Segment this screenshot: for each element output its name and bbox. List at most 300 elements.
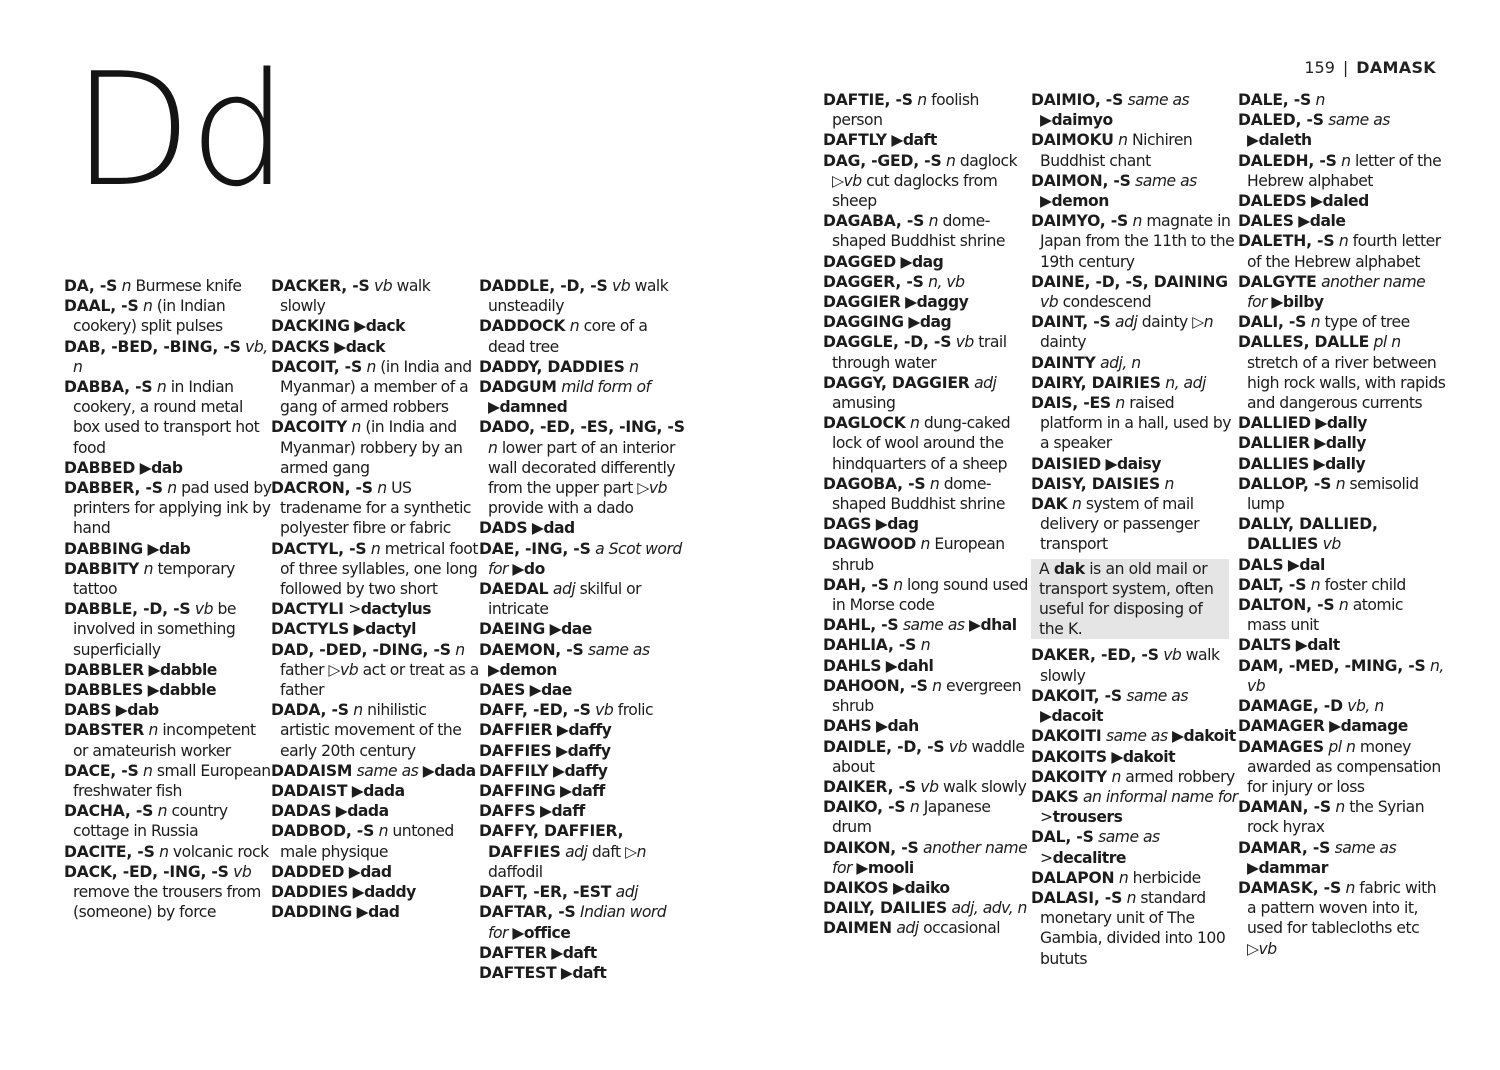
dictionary-entry: [1031, 272, 1239, 312]
headword: DAGOBA, -S: [823, 474, 926, 493]
headword: DAIS, -ES: [1031, 394, 1111, 413]
definition: ▶: [143, 660, 160, 679]
dictionary-entry: [1238, 474, 1446, 514]
dictionary-entry: [1031, 474, 1239, 494]
dictionary-entry: [1031, 494, 1239, 555]
part-of-speech: Indian word for: [488, 903, 667, 942]
headword: DAKER, -ED, -S: [1031, 646, 1159, 665]
headword: DADDLE, -D, -S: [479, 277, 608, 295]
part-of-speech: adj: [565, 842, 588, 861]
part-of-speech: vb: [595, 701, 614, 720]
dictionary-entry: [479, 700, 687, 720]
part-of-speech: vb: [340, 660, 359, 679]
dictionary-entry: [64, 458, 272, 478]
headword: DAFFIER: [479, 721, 553, 740]
headword: DADDING: [271, 903, 353, 922]
headword: DAFFIES: [479, 741, 552, 760]
part-of-speech: n: [917, 91, 927, 109]
definition: (in India and Myanmar) a member of a gang of armed robbers: [280, 357, 472, 417]
dictionary-entry: [1031, 787, 1239, 827]
definition: volcanic rock: [168, 842, 269, 861]
part-of-speech: same as: [1127, 91, 1190, 109]
guide-word: DAMASK: [1356, 58, 1436, 77]
definition: ▶: [1040, 111, 1052, 130]
dictionary-entry: [1031, 393, 1239, 454]
headword: DAFFS: [479, 802, 536, 821]
dictionary-entry: [271, 801, 479, 821]
definition: ▶: [1040, 192, 1052, 211]
definition: fabric with a pattern woven into it, used for tablecloths etc ▷: [1247, 878, 1437, 958]
cross-reference: dhal: [980, 616, 1017, 635]
cross-reference: dally: [1326, 414, 1367, 433]
dictionary-entry: [479, 943, 687, 963]
dictionary-entry: [271, 821, 479, 861]
part-of-speech: n: [143, 761, 153, 780]
dictionary-entry: [64, 700, 272, 720]
dictionary-entry: [823, 878, 1031, 898]
definition: ▶: [903, 313, 920, 332]
dictionary-entry: [1031, 130, 1239, 170]
definition: ▶: [871, 515, 888, 534]
definition: ▶: [135, 458, 152, 477]
definition: cut daglocks from sheep: [832, 171, 998, 211]
dictionary-entry: [1238, 595, 1446, 635]
part-of-speech: n: [932, 676, 942, 695]
dictionary-entry: [1238, 514, 1446, 554]
headword: DADDIES: [271, 883, 349, 902]
part-of-speech: n: [148, 721, 158, 740]
definition: foster child: [1320, 575, 1406, 594]
definition: daft ▷: [587, 842, 637, 861]
cross-reference: daleth: [1258, 131, 1312, 150]
cross-reference: damned: [499, 398, 568, 417]
headword: DAGGER, -S: [823, 272, 924, 291]
headword: DAHS: [823, 717, 872, 736]
headword: DACOIT, -S: [271, 357, 362, 376]
headword: DAHOON, -S: [823, 676, 928, 695]
dictionary-entry: [1031, 747, 1239, 767]
part-of-speech: vb: [611, 277, 631, 295]
part-of-speech: n: [1132, 212, 1142, 231]
headword: DACRON, -S: [271, 479, 373, 498]
headword: DABBING: [64, 539, 144, 558]
definition: untoned male physique: [280, 822, 454, 861]
definition: country cottage in Russia: [73, 802, 228, 841]
headword: DAHL, -S: [823, 616, 899, 635]
definition: ▶: [349, 317, 366, 336]
dictionary-entry: [271, 781, 479, 801]
part-of-speech: n: [1203, 313, 1214, 332]
cross-reference: dab: [127, 701, 159, 720]
cross-reference: dada: [363, 782, 405, 801]
headword: DALES: [1238, 212, 1294, 231]
cross-reference: dag: [911, 252, 944, 271]
entry-column-3: [479, 276, 687, 983]
definition: herbicide: [1128, 868, 1201, 887]
definition: incompetent or amateurish worker: [73, 721, 256, 760]
headword: DALAPON: [1031, 868, 1115, 887]
part-of-speech: n: [928, 212, 939, 231]
part-of-speech: same as: [356, 761, 419, 780]
cross-reference: daffy: [567, 741, 611, 760]
definition: Japanese drum: [832, 798, 991, 837]
definition: ▶: [347, 782, 364, 801]
part-of-speech: n: [629, 357, 639, 376]
headword: DAGGING: [823, 313, 904, 332]
headword: DABSTER: [64, 721, 145, 740]
cross-reference: dad: [368, 903, 400, 922]
headword: DAFT, -ER, -EST: [479, 883, 612, 902]
definition: dome-shaped Buddhist shrine: [832, 474, 1005, 514]
headword: DAIKO, -S: [823, 798, 906, 817]
headword: DADAIST: [271, 782, 348, 801]
definition: ▶: [896, 252, 912, 271]
headword: DAFFING: [479, 782, 556, 801]
dictionary-entry: [271, 417, 479, 478]
dictionary-entry: [1238, 555, 1446, 575]
dictionary-entry: [1031, 645, 1239, 685]
part-of-speech: n: [910, 414, 920, 433]
headword: DACK, -ED, -ING, -S: [64, 862, 229, 881]
definition: remove the trousers from (someone) by force: [73, 883, 261, 922]
part-of-speech: vb: [1163, 646, 1182, 665]
definition: standard monetary unit of The Gambia, divided into 100 bututs: [1040, 888, 1226, 968]
dictionary-entry: [823, 635, 1031, 655]
headword: DABBED: [64, 458, 136, 477]
part-of-speech: adj: [896, 919, 919, 938]
definition: ▶: [881, 656, 898, 675]
definition: evergreen shrub: [832, 676, 1022, 716]
headword: DAMAR, -S: [1238, 838, 1331, 857]
definition: ▶: [1040, 707, 1052, 726]
dictionary-entry: [823, 90, 1031, 130]
dictionary-entry: [1238, 211, 1446, 231]
headword: DAGGLE, -D, -S: [823, 333, 952, 352]
definition: ▶: [525, 681, 542, 700]
part-of-speech: vb: [1258, 939, 1277, 958]
headword: DAIKON, -S: [823, 838, 919, 857]
dictionary-entry: [64, 720, 272, 760]
headword: DAEDAL: [479, 580, 549, 599]
headword: DALLIED: [1238, 414, 1311, 433]
dictionary-entry: [271, 882, 479, 902]
dictionary-entry: [823, 151, 1031, 212]
running-head: [1304, 58, 1436, 77]
dictionary-entry: [1238, 737, 1446, 798]
definition: ▶: [556, 963, 573, 982]
part-of-speech: n: [1338, 596, 1349, 615]
headword: DAKOIT, -S: [1031, 686, 1122, 705]
definition: frolic: [613, 701, 654, 720]
dictionary-entry: [64, 862, 272, 923]
dictionary-entry: [1031, 373, 1239, 393]
part-of-speech: an informal name for: [1083, 787, 1238, 806]
headword: DAMAGER: [1238, 717, 1325, 736]
definition: amusing: [832, 394, 896, 413]
definition: be involved in something superficially: [73, 600, 236, 659]
headword: DAH, -S: [823, 575, 889, 594]
dictionary-entry: [1238, 575, 1446, 595]
headword: DA, -S: [64, 277, 118, 295]
dictionary-entry: [823, 615, 1031, 635]
dictionary-entry: [823, 716, 1031, 736]
cross-reference: dally: [1325, 434, 1366, 453]
dictionary-entry: [271, 337, 479, 357]
definition: trail through water: [832, 333, 1007, 372]
headword: DALTS: [1238, 636, 1292, 655]
part-of-speech: adj, adv, n: [951, 899, 1027, 918]
headword: DAIRY, DAIRIES: [1031, 373, 1161, 392]
definition: (in India and Myanmar) robbery by an armed gang: [280, 418, 463, 477]
headword: DAFTER: [479, 943, 547, 962]
tip-text: A: [1039, 559, 1054, 578]
definition: ▶: [1247, 131, 1259, 150]
part-of-speech: n: [142, 297, 153, 316]
definition: ▶: [1310, 414, 1327, 433]
definition: act or treat as a father: [280, 660, 479, 700]
part-of-speech: adj: [974, 373, 997, 392]
headword: DALLIES: [1238, 454, 1310, 473]
definition: ▶: [555, 782, 572, 801]
page-number: 159: [1304, 58, 1335, 77]
definition: system of mail delivery or passenger transport: [1040, 495, 1200, 554]
headword: DAEMON, -S: [479, 640, 584, 659]
definition: stretch of a river between high rock walls, with rapids and dangerous currents: [1247, 353, 1446, 413]
definition: small European freshwater fish: [73, 761, 271, 801]
dictionary-entry: [1238, 656, 1446, 696]
cross-reference: office: [523, 923, 571, 942]
cross-reference: dag: [887, 515, 919, 534]
dictionary-entry: [1238, 110, 1446, 150]
dictionary-entry: [1031, 827, 1239, 867]
definition: ▶: [488, 660, 500, 679]
headword: DAK: [1031, 495, 1068, 514]
headword: DADS: [479, 519, 528, 538]
dictionary-entry: [823, 514, 1031, 534]
part-of-speech: n: [1310, 575, 1321, 594]
definition: Burmese knife: [131, 277, 242, 295]
definition: raised platform in a hall, used by a speaker: [1040, 394, 1232, 453]
definition: ▶: [1293, 212, 1310, 231]
entry-column-1: [64, 276, 272, 923]
dictionary-entry: [823, 413, 1031, 474]
definition: Nichiren Buddhist chant: [1040, 131, 1193, 170]
cross-reference: daft: [572, 963, 607, 982]
definition: ▶: [1309, 434, 1326, 453]
part-of-speech: adj: [552, 580, 576, 599]
definition: ▶: [546, 943, 563, 962]
headword: DAIDLE, -D, -S: [823, 737, 945, 756]
definition: ▶: [1106, 747, 1123, 766]
part-of-speech: n: [159, 842, 169, 861]
cross-reference: daft: [562, 943, 597, 962]
definition: ▶: [143, 681, 160, 700]
dictionary-entry: [479, 821, 687, 882]
definition: ▶: [418, 761, 435, 780]
part-of-speech: n: [945, 151, 956, 170]
definition: ▶: [871, 717, 888, 736]
definition: pad used by printers for applying ink by hand: [73, 479, 272, 538]
dictionary-entry: [823, 797, 1031, 837]
part-of-speech: vb: [920, 777, 939, 796]
dictionary-entry: [479, 357, 687, 377]
definition: ▶: [535, 802, 552, 821]
cross-reference: do: [523, 559, 545, 578]
definition: condescend: [1058, 293, 1152, 312]
headword: DACTYLI: [271, 600, 344, 619]
dictionary-entry: [1031, 686, 1239, 726]
headword: DADAS: [271, 802, 332, 821]
part-of-speech: same as: [1105, 727, 1168, 746]
dictionary-entry: [271, 478, 479, 539]
cross-reference: bilby: [1282, 293, 1324, 312]
headword: DABBLER: [64, 660, 144, 679]
part-of-speech: n: [1115, 394, 1125, 413]
dictionary-entry: [64, 539, 272, 559]
headword: DAHLS: [823, 656, 882, 675]
cross-reference: daisy: [1117, 454, 1161, 473]
headword: DAKOITS: [1031, 747, 1107, 766]
definition: ▶: [1247, 858, 1259, 877]
part-of-speech: same as: [902, 616, 965, 635]
part-of-speech: n: [366, 357, 376, 376]
definition: ▶: [552, 721, 569, 740]
dictionary-entry: [1238, 878, 1446, 959]
entry-column-5: [1031, 90, 1239, 969]
dictionary-entry: [271, 700, 479, 761]
headword: DALASI, -S: [1031, 888, 1123, 907]
entry-column-4: [823, 90, 1031, 939]
headword: DALI, -S: [1238, 313, 1307, 332]
headword: DACKING: [271, 317, 350, 336]
headword: DAG, -GED, -S: [823, 151, 942, 170]
definition: dainty: [1040, 333, 1087, 352]
headword: DALED, -S: [1238, 111, 1324, 130]
headword: DAGLOCK: [823, 414, 906, 433]
headword: DACE, -S: [64, 761, 139, 780]
part-of-speech: adj: [615, 883, 638, 902]
cross-reference: decalitre: [1052, 848, 1126, 867]
dictionary-entry: [1031, 454, 1239, 474]
dictionary-entry: [1238, 90, 1446, 110]
dictionary-entry: [823, 272, 1031, 292]
cross-reference: dab: [151, 458, 183, 477]
headword: DAMASK, -S: [1238, 878, 1341, 897]
headword: DACKS: [271, 337, 330, 356]
headword: DAKOITY: [1031, 767, 1107, 786]
headword: DAE, -ING, -S: [479, 539, 591, 558]
dictionary-entry: [1238, 332, 1446, 413]
part-of-speech: n: [1071, 495, 1082, 514]
cross-reference: dale: [1309, 212, 1346, 231]
headword: DAFF, -ED, -S: [479, 701, 591, 720]
dictionary-entry: [1031, 726, 1239, 746]
definition: long sound used in Morse code: [832, 575, 1028, 615]
cross-reference: dactylus: [360, 600, 432, 619]
cross-reference: dally: [1325, 454, 1366, 473]
cross-reference: dae: [541, 681, 572, 700]
definition: ▶: [331, 802, 348, 821]
dictionary-entry: [479, 640, 687, 680]
dictionary-entry: [271, 276, 479, 316]
dictionary-entry: [271, 357, 479, 418]
cross-reference: dactyl: [365, 620, 417, 639]
definition: ▶: [507, 923, 524, 942]
headword: DAHLIA, -S: [823, 636, 917, 655]
dictionary-entry: [64, 559, 272, 599]
headword: DACKER, -S: [271, 277, 370, 295]
definition: atomic mass unit: [1247, 596, 1403, 635]
dictionary-entry: [1238, 797, 1446, 837]
definition: temporary tattoo: [73, 559, 235, 599]
dictionary-entry: [64, 660, 272, 680]
dictionary-entry: [823, 676, 1031, 716]
headword: DADDED: [271, 862, 345, 881]
headword: DALE, -S: [1238, 91, 1312, 109]
section-letter: Dd: [72, 39, 286, 221]
part-of-speech: n: [909, 798, 920, 817]
headword: DAFTLY: [823, 131, 887, 150]
definition: money awarded as compensation for injury or loss: [1247, 737, 1441, 796]
definition: walk slowly: [280, 277, 431, 316]
definition: ▶: [851, 858, 868, 877]
cross-reference: dack: [345, 337, 386, 356]
part-of-speech: same as: [1135, 171, 1197, 190]
dictionary-entry: [1031, 312, 1239, 352]
dictionary-entry: [1238, 312, 1446, 332]
headword: DAKS: [1031, 787, 1079, 806]
dictionary-entry: [271, 640, 479, 701]
dictionary-entry: [1238, 838, 1446, 878]
dictionary-entry: [1031, 90, 1239, 130]
dictionary-entry: [64, 337, 272, 377]
headword: DAISY, DAISIES: [1031, 474, 1161, 493]
part-of-speech: vb: [648, 479, 668, 498]
dictionary-entry: [64, 842, 272, 862]
dictionary-entry: [1238, 191, 1446, 211]
running-head-separator: |: [1342, 58, 1349, 77]
headword: DADGUM: [479, 378, 557, 397]
dictionary-entry: [479, 963, 687, 983]
definition: walk slowly: [938, 777, 1027, 796]
part-of-speech: vb, n: [73, 337, 268, 376]
definition: walk slowly: [1040, 646, 1220, 685]
dictionary-entry: [479, 316, 687, 356]
part-of-speech: n, adj: [1165, 373, 1206, 392]
dictionary-entry: [823, 312, 1031, 332]
dictionary-entry: [1031, 888, 1239, 969]
dictionary-entry: [64, 377, 272, 458]
dictionary-entry: [64, 761, 272, 801]
cross-reference: daled: [1322, 192, 1369, 211]
definition: in Indian cookery, a round metal box used to transport hot food: [73, 378, 260, 457]
headword: DAGS: [823, 515, 872, 534]
headword: DALLES, DALLE: [1238, 333, 1370, 352]
dictionary-entry: [479, 761, 687, 781]
cross-reference: trousers: [1052, 808, 1123, 827]
part-of-speech: same as: [1098, 828, 1160, 847]
headword: DAKOITI: [1031, 727, 1102, 746]
definition: ▶: [545, 620, 562, 639]
cross-reference: dab: [159, 539, 191, 558]
cross-reference: dakoit: [1183, 727, 1236, 746]
headword: DAAL, -S: [64, 297, 139, 316]
dictionary-entry: [823, 373, 1031, 413]
cross-reference: daffy: [568, 721, 612, 740]
definition: ▶: [551, 741, 568, 760]
dictionary-entry: [823, 737, 1031, 777]
definition: ▶: [111, 701, 128, 720]
